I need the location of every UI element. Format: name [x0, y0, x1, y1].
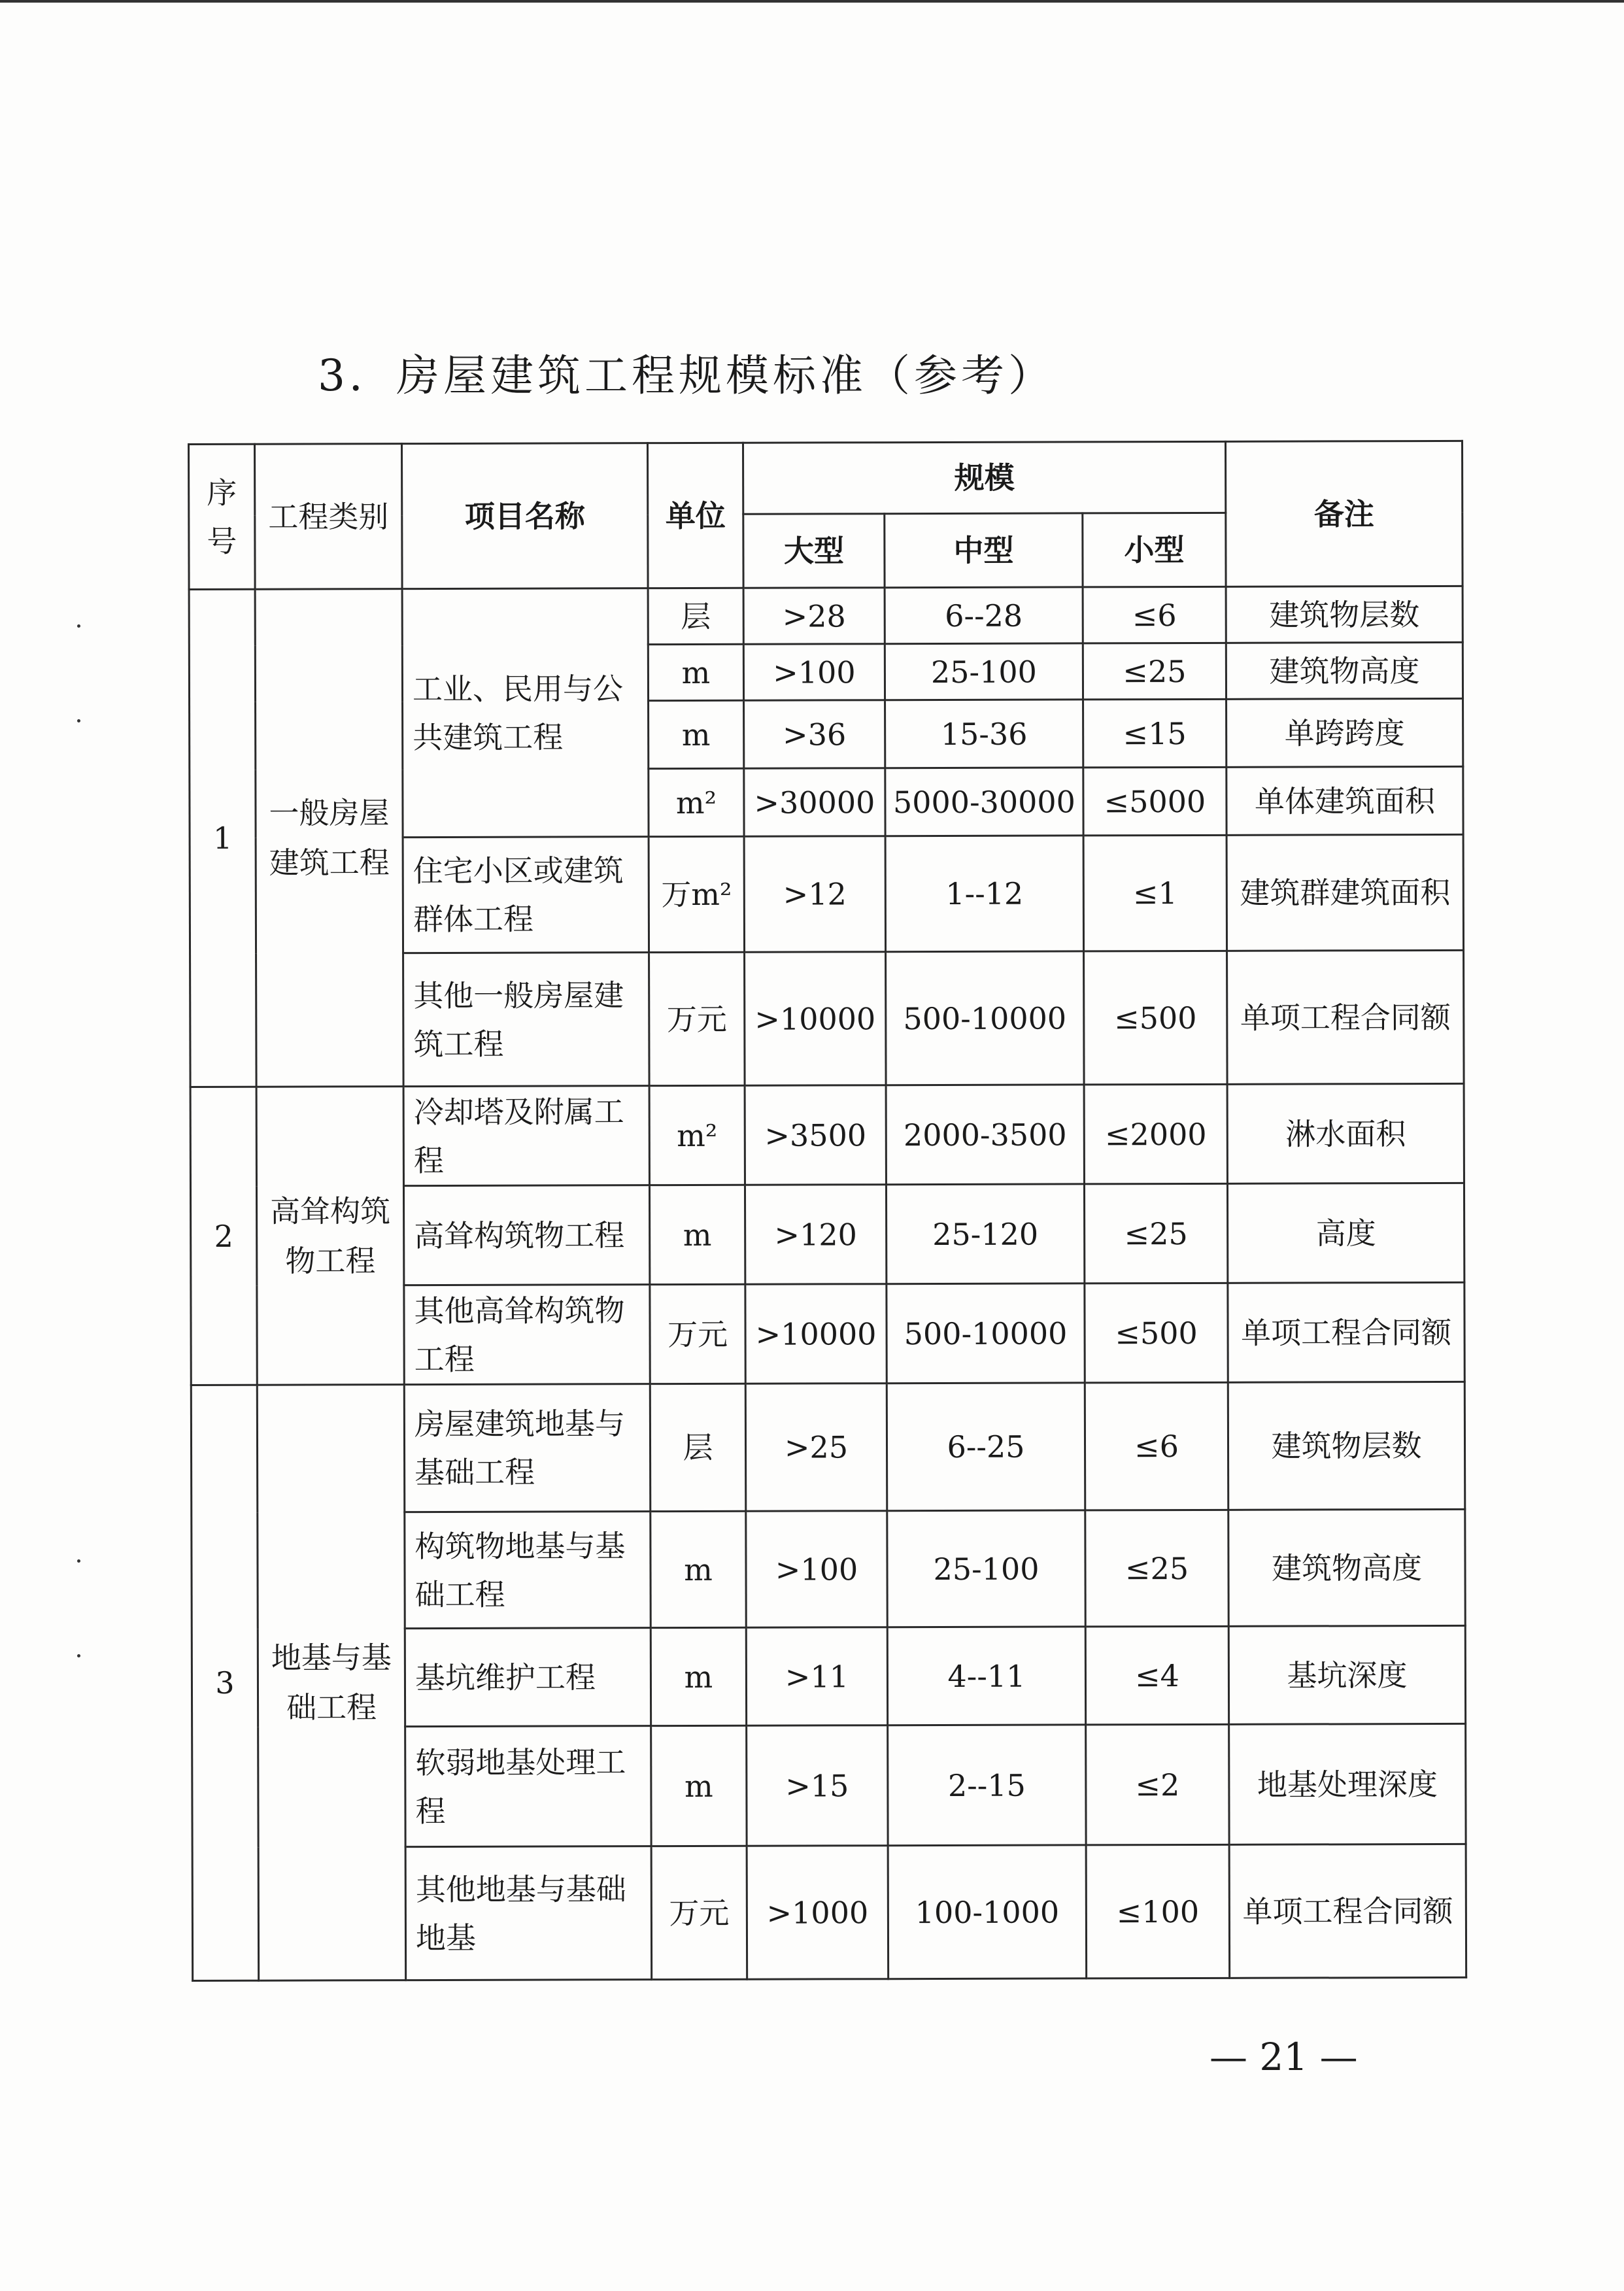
small-cell: ≤100 [1086, 1844, 1230, 1978]
small-cell: ≤6 [1083, 586, 1226, 643]
large-cell: >10000 [745, 952, 887, 1086]
small-cell: ≤500 [1084, 951, 1228, 1085]
project-cell: 构筑物地基与基础工程 [405, 1512, 651, 1629]
large-cell: >100 [743, 644, 885, 701]
table-row [190, 1083, 1464, 1186]
header-scale: 规模 [743, 441, 1226, 514]
large-cell: >1000 [747, 1846, 888, 1980]
medium-cell: 2--15 [888, 1725, 1086, 1846]
unit-cell: 万元 [650, 1284, 745, 1383]
medium-cell: 100-1000 [888, 1845, 1087, 1979]
scan-edge [0, 0, 1624, 3]
small-cell: ≤25 [1084, 1183, 1227, 1283]
header-project: 项目名称 [402, 443, 649, 589]
project-cell: 其他地基与基础地基 [405, 1846, 652, 1980]
unit-cell: m² [649, 768, 744, 836]
small-cell: ≤6 [1085, 1382, 1228, 1510]
medium-cell: 500-10000 [887, 1283, 1085, 1383]
header-medium: 中型 [885, 513, 1083, 588]
header-large: 大型 [743, 514, 885, 588]
category-cell: 高耸构筑物工程 [256, 1087, 404, 1385]
page-title: 3．房屋建筑工程规模标准（参考） [318, 350, 1055, 401]
project-cell: 软弱地基处理工程 [405, 1726, 651, 1847]
note-cell: 地基处理深度 [1229, 1723, 1466, 1844]
large-cell: >100 [746, 1511, 887, 1628]
seq-cell: 2 [190, 1087, 257, 1385]
header-unit: 单位 [648, 443, 744, 588]
small-cell: ≤2 [1086, 1724, 1230, 1845]
note-cell: 建筑物高度 [1228, 1509, 1465, 1626]
medium-cell: 1--12 [885, 836, 1083, 952]
project-cell: 住宅小区或建筑群体工程 [403, 837, 649, 953]
note-cell: 单项工程合同额 [1227, 950, 1464, 1084]
page-number: — 21 — [1210, 2035, 1358, 2079]
project-cell: 基坑维护工程 [405, 1628, 651, 1727]
large-cell: >36 [744, 700, 885, 769]
header-category: 工程类别 [255, 444, 403, 590]
note-cell: 基坑深度 [1228, 1625, 1465, 1724]
large-cell: >25 [745, 1383, 887, 1512]
note-cell: 单项工程合同额 [1228, 1282, 1464, 1382]
medium-cell: 6--28 [885, 587, 1083, 644]
project-cell: 其他高耸构筑物工程 [404, 1285, 650, 1385]
small-cell: ≤1 [1083, 835, 1226, 951]
note-cell: 单项工程合同额 [1229, 1844, 1466, 1978]
category-cell: 一般房屋建筑工程 [255, 589, 403, 1087]
seq-cell: 1 [189, 589, 256, 1087]
large-cell: >28 [743, 588, 885, 645]
note-cell: 建筑物层数 [1226, 586, 1463, 643]
unit-cell: m [651, 1627, 746, 1725]
unit-cell: 万元 [651, 1846, 747, 1979]
unit-cell: m [648, 644, 743, 700]
note-cell: 淋水面积 [1227, 1083, 1464, 1183]
large-cell: >10000 [745, 1284, 887, 1384]
note-cell: 建筑物高度 [1226, 642, 1463, 699]
unit-cell: m [651, 1725, 747, 1846]
small-cell: ≤25 [1083, 643, 1226, 700]
small-cell: ≤4 [1085, 1626, 1228, 1725]
small-cell: ≤500 [1085, 1283, 1228, 1383]
medium-cell: 2000-3500 [886, 1085, 1084, 1185]
project-cell: 工业、民用与公共建筑工程 [402, 588, 649, 838]
note-cell: 单跨跨度 [1226, 698, 1463, 767]
unit-cell: 层 [650, 1383, 746, 1511]
medium-cell: 6--25 [887, 1383, 1085, 1511]
unit-cell: m² [649, 1085, 745, 1185]
header-note: 备注 [1226, 441, 1463, 586]
note-cell: 高度 [1228, 1183, 1464, 1283]
note-cell: 单体建筑面积 [1226, 766, 1463, 835]
medium-cell: 4--11 [887, 1627, 1085, 1725]
project-cell: 房屋建筑地基与基础工程 [404, 1384, 651, 1512]
unit-cell: m [651, 1511, 746, 1627]
medium-cell: 25-120 [886, 1184, 1084, 1284]
unit-cell: 万元 [649, 952, 745, 1085]
header-seq: 序号 [189, 444, 256, 589]
small-cell: ≤15 [1083, 699, 1226, 768]
project-cell: 高耸构筑物工程 [403, 1185, 649, 1285]
note-cell: 建筑群建筑面积 [1226, 834, 1463, 951]
large-cell: >12 [744, 836, 885, 953]
large-cell: >11 [746, 1627, 887, 1726]
table-row [191, 1382, 1465, 1512]
project-cell: 冷却塔及附属工程 [403, 1086, 649, 1186]
medium-cell: 5000-30000 [885, 768, 1083, 836]
table-row [189, 586, 1463, 645]
large-cell: >120 [745, 1185, 886, 1285]
unit-cell: m [649, 1185, 745, 1284]
seq-cell: 3 [191, 1385, 258, 1980]
unit-cell: 万m² [649, 836, 744, 952]
small-cell: ≤25 [1085, 1510, 1228, 1627]
medium-cell: 25-100 [887, 1510, 1085, 1627]
scale-standard-table [188, 440, 1467, 1982]
small-cell: ≤5000 [1083, 767, 1226, 836]
medium-cell: 15-36 [885, 700, 1083, 768]
category-cell: 地基与基础工程 [257, 1385, 405, 1981]
large-cell: >30000 [744, 768, 885, 837]
large-cell: >3500 [745, 1085, 886, 1185]
project-cell: 其他一般房屋建筑工程 [403, 953, 650, 1087]
header-small: 小型 [1083, 513, 1226, 587]
large-cell: >15 [747, 1725, 888, 1846]
note-cell: 建筑物层数 [1228, 1382, 1465, 1510]
unit-cell: m [649, 700, 744, 768]
medium-cell: 25-100 [885, 643, 1083, 700]
small-cell: ≤2000 [1084, 1084, 1227, 1184]
unit-cell: 层 [648, 588, 743, 644]
medium-cell: 500-10000 [886, 951, 1085, 1085]
